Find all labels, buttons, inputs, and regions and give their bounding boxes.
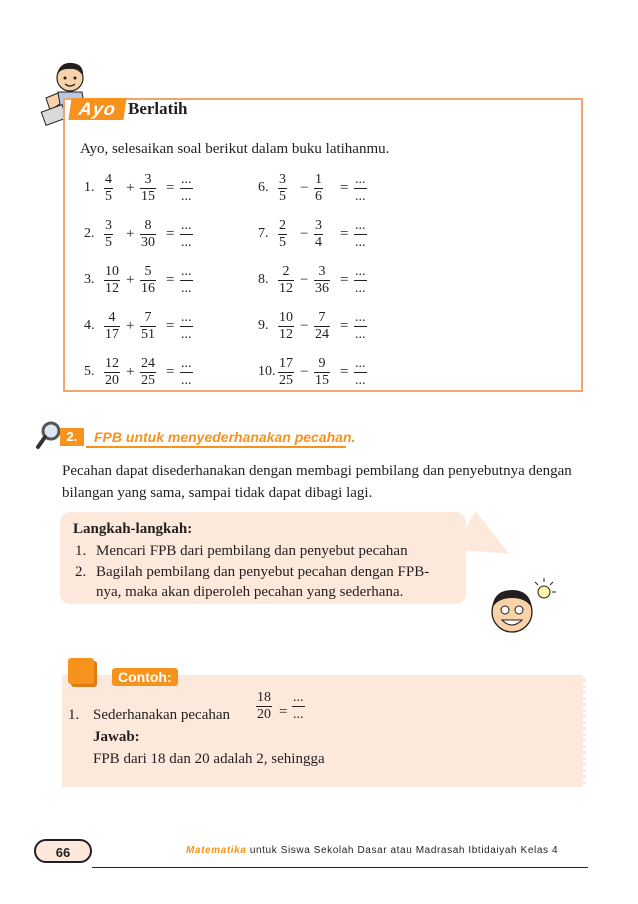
fraction-denominator: 12 (279, 327, 293, 342)
fraction-answer (354, 172, 367, 205)
problem-number: 6. (258, 180, 269, 195)
fraction-numerator: ... (355, 172, 366, 187)
footer-caption: untuk Siswa Sekolah Dasar atau Madrasah Ibtidaiyah Kelas 4 (246, 845, 559, 856)
fraction-numerator: 8 (144, 218, 152, 233)
equals-sign: = (166, 272, 175, 288)
fraction-numerator: ... (181, 356, 192, 371)
operator-sign: + (126, 272, 135, 288)
step-text: Mencari FPB dari pembilang dan penyebut pecahan (96, 543, 408, 559)
fraction-denominator: 24 (315, 327, 329, 342)
fraction-b (314, 172, 323, 205)
equals-sign: = (166, 364, 175, 380)
fraction-answer (180, 218, 193, 251)
problem-number: 9. (258, 318, 269, 333)
fraction-denominator: 12 (105, 281, 119, 296)
fraction-numerator: 10 (105, 264, 119, 279)
fraction-numerator: 9 (318, 356, 326, 371)
equals-sign: = (340, 364, 349, 380)
fraction-numerator: 1 (315, 172, 322, 187)
fraction-numerator: ... (355, 310, 366, 325)
fraction-numerator: 3 (144, 172, 152, 187)
equals-sign: = (166, 318, 175, 334)
section-number-badge: 2. (60, 428, 84, 446)
fraction-denominator: ... (181, 235, 192, 250)
fraction-numerator: 3 (105, 218, 112, 233)
equals-sign: = (340, 318, 349, 334)
operator-sign: + (126, 318, 135, 334)
example-number: 1. (68, 707, 80, 723)
practice-title: Berlatih (128, 99, 188, 118)
fraction-denominator: ... (355, 281, 366, 296)
magnifier-icon (36, 420, 62, 450)
thinking-boy-illustration (482, 574, 562, 642)
fraction-numerator: 24 (141, 356, 155, 371)
step-number: 1. (75, 543, 87, 559)
fraction-answer (180, 264, 193, 297)
fraction-numerator: 5 (144, 264, 152, 279)
problem-number: 3. (84, 272, 95, 287)
equals-sign: = (340, 272, 349, 288)
equals-sign: = (166, 226, 175, 242)
fraction-denominator: 36 (315, 281, 329, 296)
fraction-numerator: 17 (279, 356, 293, 371)
answer-label: Jawab: (93, 729, 140, 745)
fraction-a (104, 310, 120, 343)
fraction-denominator: 51 (141, 327, 155, 342)
fraction-denominator: 6 (315, 189, 322, 204)
fraction-b (140, 310, 156, 343)
problem-number: 5. (84, 364, 95, 379)
fraction-denominator: 20 (257, 707, 271, 722)
fraction-denominator: ... (355, 235, 366, 250)
fraction-denominator: 25 (141, 373, 155, 388)
fraction-b (140, 172, 156, 205)
fraction-a (104, 264, 120, 297)
fraction-numerator: ... (293, 690, 304, 705)
operator-sign: + (126, 226, 135, 242)
fraction-answer (354, 264, 367, 297)
fraction-denominator: ... (355, 189, 366, 204)
example-result-fraction (292, 690, 305, 723)
fraction-denominator: ... (355, 373, 366, 388)
fraction-b (314, 310, 330, 343)
fraction-numerator: ... (181, 172, 192, 187)
fraction-numerator: ... (355, 264, 366, 279)
equals-sign: = (340, 226, 349, 242)
fraction-a (104, 218, 113, 251)
operator-sign: − (300, 226, 309, 242)
fraction-answer (180, 310, 193, 343)
fraction-numerator: 4 (105, 172, 112, 187)
fraction-b (140, 218, 156, 251)
fraction-a (278, 218, 287, 251)
fraction-denominator: 5 (279, 235, 286, 250)
fraction-denominator: 12 (279, 281, 293, 296)
fraction-numerator: 7 (144, 310, 152, 325)
example-question: Sederhanakan pecahan (93, 707, 231, 723)
step-text: Bagilah pembilang dan penyebut pecahan dengan FPB- (96, 564, 430, 580)
dice-icon (68, 658, 94, 684)
fraction-denominator: 25 (279, 373, 293, 388)
fraction-denominator: 16 (141, 281, 155, 296)
fraction-denominator: 30 (141, 235, 155, 250)
fraction-answer (354, 356, 367, 389)
fraction-denominator: 5 (279, 189, 286, 204)
fraction-b (314, 356, 330, 389)
fraction-b (140, 264, 156, 297)
problem-number: 4. (84, 318, 95, 333)
problem-number: 8. (258, 272, 269, 287)
example-box (62, 675, 586, 787)
fraction-denominator: 15 (315, 373, 329, 388)
operator-sign: − (300, 364, 309, 380)
fraction-numerator: 4 (108, 310, 116, 325)
fraction-answer (354, 310, 367, 343)
fraction-numerator: 10 (279, 310, 293, 325)
fraction-denominator: 5 (105, 189, 112, 204)
fraction-numerator: 2 (279, 218, 286, 233)
steps-title: Langkah-langkah: (73, 521, 193, 537)
operator-sign: − (300, 272, 309, 288)
page-number: 66 (34, 839, 92, 863)
answer-text: FPB dari 18 dan 20 adalah 2, sehingga (93, 751, 325, 767)
operator-sign: − (300, 180, 309, 196)
operator-sign: + (126, 180, 135, 196)
fraction-denominator: 20 (105, 373, 119, 388)
footer-text (186, 845, 558, 856)
fraction-numerator: 7 (318, 310, 326, 325)
ayo-badge: Ayo (68, 98, 126, 120)
fraction-numerator: 18 (257, 690, 271, 705)
fraction-denominator: ... (355, 327, 366, 342)
fraction-a (278, 172, 287, 205)
equals-sign: = (166, 180, 175, 196)
fraction-answer (180, 172, 193, 205)
operator-sign: + (126, 364, 135, 380)
fraction-a (278, 264, 294, 297)
fraction-denominator: ... (181, 327, 192, 342)
section-title: FPB untuk menyederhanakan pecahan. (94, 429, 356, 445)
practice-intro: Ayo, selesaikan soal berikut dalam buku latihanmu. (80, 141, 390, 157)
problem-number: 10. (258, 364, 276, 379)
problem-number: 7. (258, 226, 269, 241)
fraction-a (104, 356, 120, 389)
fraction-answer (180, 356, 193, 389)
example-fraction (256, 690, 272, 723)
fraction-denominator: 4 (315, 235, 322, 250)
fraction-b (140, 356, 156, 389)
problem-number: 1. (84, 180, 95, 195)
fraction-numerator: ... (355, 218, 366, 233)
section-paragraph: Pecahan dapat disederhanakan dengan membagi pembilang dan penyebutnya dengan bilangan yang sama, sampai tidak dapat dibagi lagi. (62, 463, 572, 501)
fraction-denominator: 17 (105, 327, 119, 342)
fraction-numerator: ... (181, 310, 192, 325)
fraction-denominator: ... (181, 189, 192, 204)
fraction-numerator: 2 (282, 264, 290, 279)
fraction-denominator: ... (181, 281, 192, 296)
fraction-numerator: 3 (315, 218, 322, 233)
fraction-numerator: ... (355, 356, 366, 371)
fraction-a (278, 310, 294, 343)
equals-sign: = (340, 180, 349, 196)
fraction-a (104, 172, 113, 205)
fraction-numerator: ... (181, 264, 192, 279)
fraction-denominator: 5 (105, 235, 112, 250)
problem-number: 2. (84, 226, 95, 241)
fraction-b (314, 218, 323, 251)
fraction-denominator: ... (293, 707, 304, 722)
fraction-denominator: 15 (141, 189, 155, 204)
fraction-numerator: ... (181, 218, 192, 233)
operator-sign: − (300, 318, 309, 334)
footer-rule (92, 867, 588, 868)
fraction-answer (354, 218, 367, 251)
footer-brand: Matematika (186, 845, 247, 856)
fraction-denominator: ... (181, 373, 192, 388)
fraction-a (278, 356, 294, 389)
example-label: Contoh: (112, 668, 178, 686)
equals-sign: = (279, 704, 288, 720)
fraction-numerator: 12 (105, 356, 119, 371)
step-number: 2. (75, 564, 87, 580)
fraction-b (314, 264, 330, 297)
step-text-continued: nya, maka akan diperoleh pecahan yang sederhana. (96, 584, 404, 600)
fraction-numerator: 3 (318, 264, 326, 279)
fraction-numerator: 3 (279, 172, 286, 187)
